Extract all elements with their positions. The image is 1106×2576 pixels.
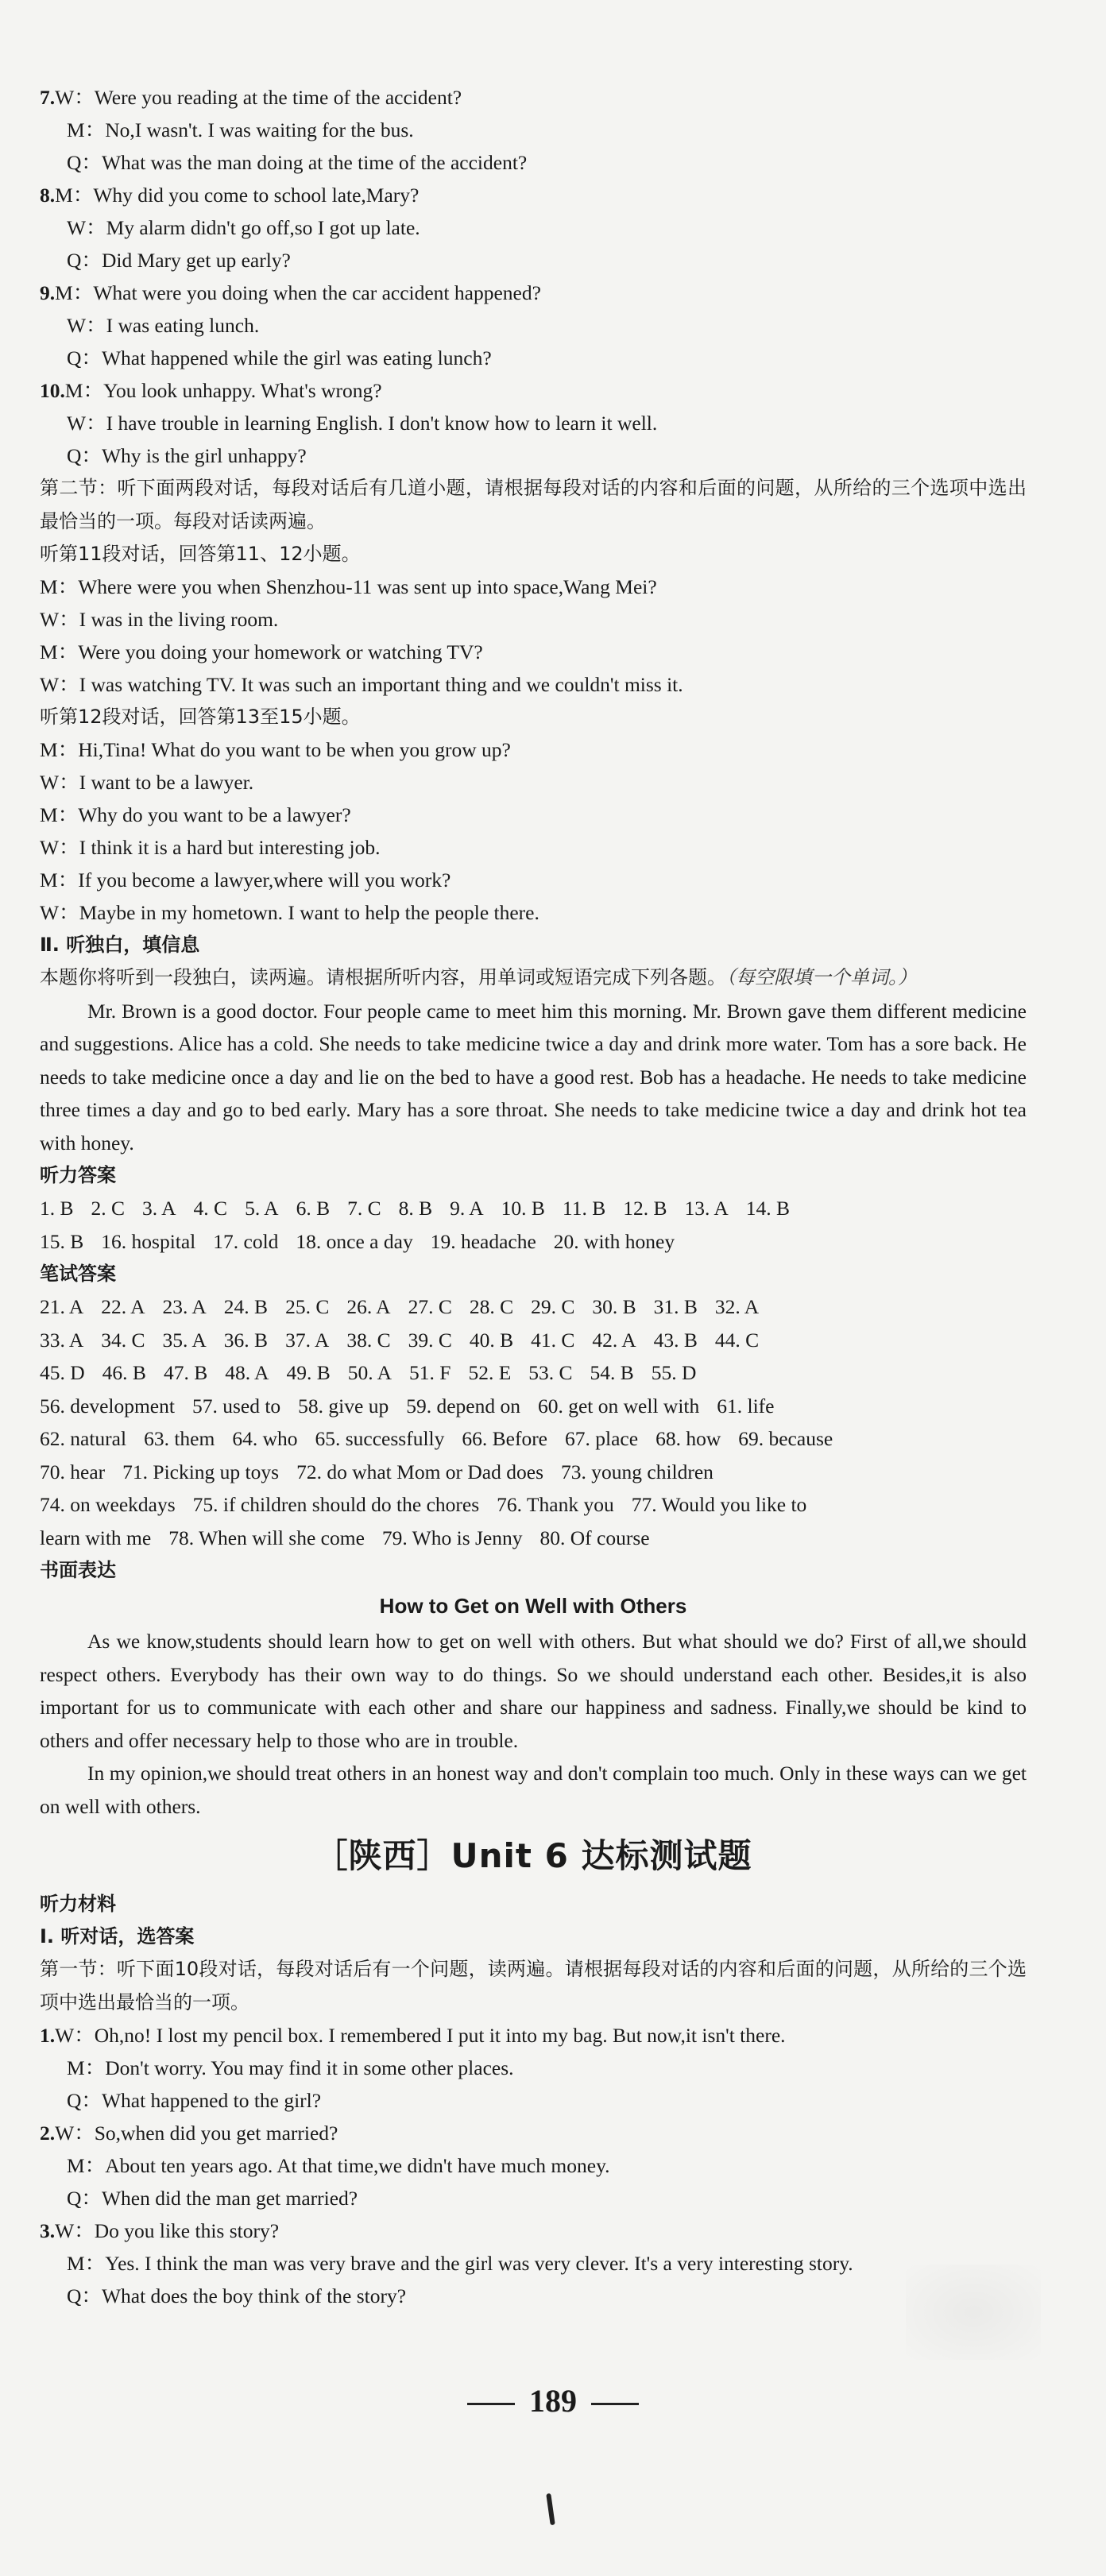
speaker-label: Q [67, 2284, 82, 2307]
colon: ： [84, 2154, 106, 2177]
colon: ： [59, 901, 79, 924]
dialog-line [40, 439, 1027, 472]
question-number: 9. [40, 281, 56, 304]
answer-row [40, 1356, 1027, 1390]
utterance: I want to be a lawyer. [79, 771, 254, 794]
essay-title: How to Get on Well with Others [379, 1594, 687, 1618]
colon: ： [84, 118, 106, 141]
answer-item: 35. A [162, 1328, 207, 1352]
listening-answers-title: 听力答案 [40, 1164, 116, 1186]
answer-row [40, 1456, 1027, 1489]
utterance: What does the boy think of the story? [101, 2284, 407, 2307]
answer-item: 77. Would you like to [631, 1493, 807, 1516]
handwritten-note: （每空限填一个单词。） [726, 966, 917, 988]
answer-item: 66. Before [462, 1427, 548, 1450]
utterance: If you become a lawyer,where will you work? [78, 868, 451, 892]
speaker-label: W [55, 2122, 75, 2145]
dialog-line [40, 896, 1027, 929]
dialog-line [40, 2019, 1027, 2052]
dialog-line [40, 374, 1027, 407]
dialog-line [40, 668, 1027, 701]
utterance: No,I wasn't. I was waiting for the bus. [105, 118, 414, 141]
answer-item: 1. B [40, 1197, 74, 1220]
dialog-line [40, 733, 1027, 766]
answer-item: 4. C [193, 1197, 228, 1220]
answer-item: 74. on weekdays [40, 1493, 176, 1516]
answer-item: 42. A [592, 1328, 636, 1352]
utterance: So,when did you get married? [94, 2122, 338, 2145]
utterance: I was eating lunch. [106, 314, 260, 337]
speaker-label: W [67, 314, 87, 337]
answer-item: 72. do what Mom or Dad does [296, 1460, 543, 1483]
speaker-label: M [40, 575, 58, 598]
utterance: Don't worry. You may find it in some other places. [105, 2056, 514, 2079]
dialog-line [40, 799, 1027, 831]
utterance: I think it is a hard but interesting job. [79, 836, 381, 859]
utterance: What happened to the girl? [101, 2089, 322, 2112]
dialog-line [40, 211, 1027, 244]
utterance: What were you doing when the car accident happened? [93, 281, 541, 304]
answer-item: 61. life [717, 1394, 775, 1418]
question-number: 10. [40, 379, 65, 402]
answer-item: 12. B [623, 1197, 667, 1220]
answer-item: 6. B [296, 1197, 331, 1220]
answer-item: 78. When will she come [168, 1526, 365, 1549]
dialog-line [40, 2149, 1027, 2182]
colon: ： [59, 673, 79, 696]
speaker-label: W [55, 2024, 75, 2047]
answer-item: 34. C [101, 1328, 145, 1352]
answer-item: 31. B [653, 1295, 698, 1318]
dialog-line [40, 81, 1027, 114]
dialog-line [40, 2182, 1027, 2214]
speaker-label: M [40, 640, 58, 663]
colon: ： [86, 412, 106, 435]
speaker-label: M [67, 118, 85, 141]
answer-item: 7. C [347, 1197, 381, 1220]
answer-item: 70. hear [40, 1460, 106, 1483]
colon: ： [59, 836, 79, 859]
dialog-line [40, 342, 1027, 374]
answer-item: 38. C [346, 1328, 391, 1352]
dialog-line [40, 277, 1027, 309]
utterance: About ten years ago. At that time,we didn't have much money. [105, 2154, 610, 2177]
dialog-12 [40, 733, 1027, 929]
answer-item: 2. C [91, 1197, 126, 1220]
dialog-11 [40, 571, 1027, 701]
colon: ： [84, 2252, 106, 2275]
utterance: Oh,no! I lost my pencil box. I remembered I put it into my bag. But now,it isn't there. [94, 2024, 786, 2047]
speaker-label: M [55, 281, 73, 304]
answer-item: 43. B [653, 1328, 698, 1352]
section-i-title: Ⅰ. 听对话，选答案 [40, 1925, 195, 1947]
colon: ： [84, 2056, 106, 2079]
utterance: I was watching TV. It was such an important thing and we couldn't miss it. [79, 673, 683, 696]
colon: ： [57, 803, 79, 826]
answer-item: 51. F [409, 1361, 451, 1384]
answer-item: 80. Of course [539, 1526, 650, 1549]
writing-title: 书面表达 [40, 1559, 116, 1581]
dialog-line [40, 571, 1027, 603]
dialog-line [40, 146, 1027, 179]
utterance: Why is the girl unhappy? [101, 444, 307, 467]
answer-item: 22. A [101, 1295, 145, 1318]
answer-item: 21. A [40, 1295, 84, 1318]
question-number: 3. [40, 2219, 56, 2242]
answer-item: 71. Picking up toys [122, 1460, 280, 1483]
answer-item: 5. A [245, 1197, 279, 1220]
answer-item: 29. C [531, 1295, 575, 1318]
page-number [0, 2382, 1106, 2419]
essay-paragraph-1: As we know,students should learn how to get on well with others. But what should we do? First of all,we should respect others. Everybody has their own way to do things. So we should understand each other. Besides,it is also important for us to communicate with each other and share our happiness and sadness. Finally,we should be kind to others and offer necessary help to those who are in trouble. [40, 1630, 1027, 1752]
speaker-label: W [40, 673, 60, 696]
colon: ： [81, 2187, 102, 2210]
answer-item: 46. B [102, 1361, 146, 1384]
colon: ： [57, 738, 79, 761]
answer-item: 32. A [714, 1295, 760, 1318]
answer-item: 33. A [40, 1328, 84, 1352]
answer-item: 13. A [684, 1197, 729, 1220]
answer-item: 62. natural [40, 1427, 127, 1450]
essay-paragraph-2: In my opinion,we should treat others in an honest way and don't complain too much. Only in these ways can we get on well with others. [40, 1762, 1027, 1818]
left-dash [467, 2403, 515, 2405]
dialog-line [40, 864, 1027, 896]
speaker-label: Q [67, 249, 82, 272]
utterance: Why do you want to be a lawyer? [78, 803, 351, 826]
answer-item: 41. C [531, 1328, 575, 1352]
paper-stain [906, 2265, 1041, 2360]
answer-item: 15. B [40, 1229, 84, 1253]
monologue-text: Mr. Brown is a good doctor. Four people came to meet him this morning. Mr. Brown gave them different medicine and suggestions. Alice has a cold. She needs to take medicine twice a day and drink more water. Tom has a sore back. He needs to take medicine once a day and lie on the bed to have a good rest. Bob has a headache. He needs to take medicine three times a day and go to bed early. Mary has a sore throat. She needs to take medicine twice a day and drink hot tea with honey. [40, 999, 1027, 1155]
answer-item: 3. A [142, 1197, 176, 1220]
answer-item: 11. B [562, 1197, 606, 1220]
answer-item: 20. with honey [553, 1229, 675, 1253]
utterance: Were you doing your homework or watching TV? [78, 640, 483, 663]
answer-item: 53. C [528, 1361, 573, 1384]
speaker-label: W [67, 412, 87, 435]
answer-row [40, 1522, 1027, 1555]
dialog-line [40, 603, 1027, 636]
dialog11-header: 听第11段对话，回答第11、12小题。 [40, 543, 361, 565]
answer-item: 27. C [408, 1295, 452, 1318]
answer-row [40, 1225, 1027, 1259]
speaker-label: M [64, 379, 83, 402]
answer-item: 48. A [225, 1361, 269, 1384]
answer-item: 25. C [285, 1295, 330, 1318]
speaker-label: Q [67, 346, 82, 369]
dialog-line [40, 766, 1027, 799]
speaker-label: Q [67, 2089, 82, 2112]
answer-item: 40. B [469, 1328, 514, 1352]
utterance: I was in the living room. [79, 608, 279, 631]
speaker-label: W [55, 2219, 75, 2242]
utterance: Yes. I think the man was very brave and the girl was very clever. It's a very interesting story. [105, 2252, 853, 2275]
answer-item: 67. place [565, 1427, 639, 1450]
dialog-line [40, 2117, 1027, 2149]
unit-title: ［陕西］Unit 6 达标测试题 [314, 1836, 752, 1875]
answer-item: 65. successfully [315, 1427, 445, 1450]
section2-intro: 第二节：听下面两段对话，每段对话后有几道小题，请根据每段对话的内容和后面的问题，从所给的三个选项中选出最恰当的一项。每段对话读两遍。 [40, 477, 1027, 532]
utterance: My alarm didn't go off,so I got up late. [106, 216, 420, 239]
section-ii-intro-text: 本题你将听到一段独白，读两遍。请根据所听内容，用单词或短语完成下列各题。 [40, 966, 726, 988]
speaker-label: W [40, 771, 60, 794]
answer-item: 50. A [347, 1361, 392, 1384]
answer-item: learn with me [40, 1526, 152, 1549]
utterance: Did Mary get up early? [101, 249, 291, 272]
answer-item: 56. development [40, 1394, 175, 1418]
answer-item: 60. get on well with [537, 1394, 700, 1418]
answer-item: 30. B [592, 1295, 636, 1318]
speaker-label: M [40, 868, 58, 892]
utterance: When did the man get married? [101, 2187, 358, 2210]
speaker-label: W [55, 86, 75, 109]
answer-row [40, 1290, 1027, 1324]
listening-material-label: 听力材料 [40, 1893, 116, 1915]
answer-item: 68. how [655, 1427, 721, 1450]
question-number: 1. [40, 2024, 56, 2047]
colon: ： [57, 640, 79, 663]
colon: ： [59, 608, 79, 631]
section-ii-title: Ⅱ. 听独白，填信息 [40, 934, 200, 956]
answer-item: 28. C [469, 1295, 514, 1318]
colon: ： [57, 575, 79, 598]
colon: ： [83, 379, 104, 402]
answer-item: 79. Who is Jenny [381, 1526, 523, 1549]
answer-item: 16. hospital [101, 1229, 196, 1253]
answer-item: 49. B [286, 1361, 331, 1384]
speaker-label: Q [67, 151, 82, 174]
dialog-line [40, 179, 1027, 211]
dialog12-header: 听第12段对话，回答第13至15小题。 [40, 706, 361, 728]
answer-item: 69. because [738, 1427, 833, 1450]
utterance: Maybe in my hometown. I want to help the people there. [79, 901, 539, 924]
dialog-line [40, 407, 1027, 439]
colon: ： [72, 281, 94, 304]
written-answers-title: 笔试答案 [40, 1263, 116, 1285]
answer-item: 18. once a day [296, 1229, 413, 1253]
dialog-block-2 [40, 2019, 1027, 2312]
colon: ： [74, 86, 95, 109]
speaker-label: W [67, 216, 87, 239]
colon: ： [81, 2089, 102, 2112]
utterance: Were you reading at the time of the accident? [94, 86, 462, 109]
utterance: Do you like this story? [94, 2219, 280, 2242]
colon: ： [74, 2122, 95, 2145]
answer-row [40, 1192, 1027, 1225]
colon: ： [74, 2219, 95, 2242]
colon: ： [81, 2284, 102, 2307]
answer-item: 26. A [346, 1295, 391, 1318]
dialog-line [40, 2084, 1027, 2117]
utterance: Why did you come to school late,Mary? [93, 184, 420, 207]
speaker-label: W [40, 901, 60, 924]
answer-item: 73. young children [561, 1460, 713, 1483]
answer-item: 58. give up [298, 1394, 389, 1418]
answer-item: 9. A [450, 1197, 484, 1220]
colon: ： [81, 249, 102, 272]
speaker-label: M [40, 803, 58, 826]
colon: ： [59, 771, 79, 794]
speaker-label: W [40, 836, 60, 859]
answer-item: 36. B [223, 1328, 269, 1352]
answer-item: 75. if children should do the chores [192, 1493, 480, 1516]
dialog-line [40, 636, 1027, 668]
answer-item: 24. B [223, 1295, 269, 1318]
answer-item: 54. B [590, 1361, 634, 1384]
question-number: 7. [40, 86, 56, 109]
answer-row [40, 1390, 1027, 1423]
colon: ： [57, 868, 79, 892]
answer-item: 39. C [408, 1328, 452, 1352]
answer-item: 45. D [40, 1361, 85, 1384]
answer-item: 57. used to [191, 1394, 281, 1418]
answer-item: 17. cold [213, 1229, 279, 1253]
answer-item: 8. B [398, 1197, 433, 1220]
dialog-line [40, 309, 1027, 342]
dialog-line [40, 831, 1027, 864]
utterance: Where were you when Shenzhou-11 was sent up into space,Wang Mei? [78, 575, 657, 598]
answer-item: 76. Thank you [497, 1493, 614, 1516]
speaker-label: M [67, 2252, 85, 2275]
dialog-line [40, 2214, 1027, 2247]
right-dash [591, 2403, 639, 2405]
colon: ： [74, 2024, 95, 2047]
utterance: What was the man doing at the time of the accident? [101, 151, 528, 174]
question-number: 8. [40, 184, 56, 207]
colon: ： [81, 151, 102, 174]
question-number: 2. [40, 2122, 56, 2145]
dialog-line [40, 2247, 1027, 2280]
listening-answers [40, 1192, 1027, 1258]
speaker-label: M [67, 2056, 85, 2079]
written-answers [40, 1290, 1027, 1554]
answer-item: 23. A [162, 1295, 207, 1318]
dialog-block-1 [40, 81, 1027, 472]
speaker-label: Q [67, 444, 82, 467]
colon: ： [72, 184, 94, 207]
colon: ： [81, 444, 102, 467]
utterance: I have trouble in learning English. I don't know how to learn it well. [106, 412, 658, 435]
speaker-label: M [67, 2154, 85, 2177]
answer-item: 64. who [232, 1427, 298, 1450]
speaker-label: Q [67, 2187, 82, 2210]
utterance: You look unhappy. What's wrong? [103, 379, 382, 402]
speaker-label: M [40, 738, 58, 761]
answer-row [40, 1422, 1027, 1456]
utterance: Hi,Tina! What do you want to be when you grow up? [78, 738, 511, 761]
dialog-line [40, 2052, 1027, 2084]
dialog-line [40, 244, 1027, 277]
speaker-label: M [55, 184, 73, 207]
dialog-line [40, 2280, 1027, 2312]
answer-item: 37. A [285, 1328, 330, 1352]
section-ii-intro [40, 961, 1027, 995]
answer-item: 44. C [714, 1328, 760, 1352]
answer-item: 59. depend on [406, 1394, 520, 1418]
answer-item: 47. B [163, 1361, 208, 1384]
answer-item: 14. B [745, 1197, 791, 1220]
colon: ： [86, 314, 106, 337]
answer-row [40, 1488, 1027, 1522]
answer-item: 52. E [468, 1361, 512, 1384]
answer-row [40, 1324, 1027, 1357]
answer-item: 19. headache [430, 1229, 536, 1253]
dialog-line [40, 114, 1027, 146]
colon: ： [81, 346, 102, 369]
colon: ： [86, 216, 106, 239]
answer-item: 10. B [501, 1197, 545, 1220]
answer-item: 63. them [144, 1427, 215, 1450]
answer-item: 55. D [651, 1361, 697, 1384]
utterance: What happened while the girl was eating lunch? [101, 346, 492, 369]
speaker-label: W [40, 608, 60, 631]
page-number-text: 189 [529, 2383, 577, 2419]
section1-intro: 第一节：听下面10段对话，每段对话后有一个问题，读两遍。请根据每段对话的内容和后面的问题，从所给的三个选项中选出最恰当的一项。 [40, 1958, 1027, 2013]
